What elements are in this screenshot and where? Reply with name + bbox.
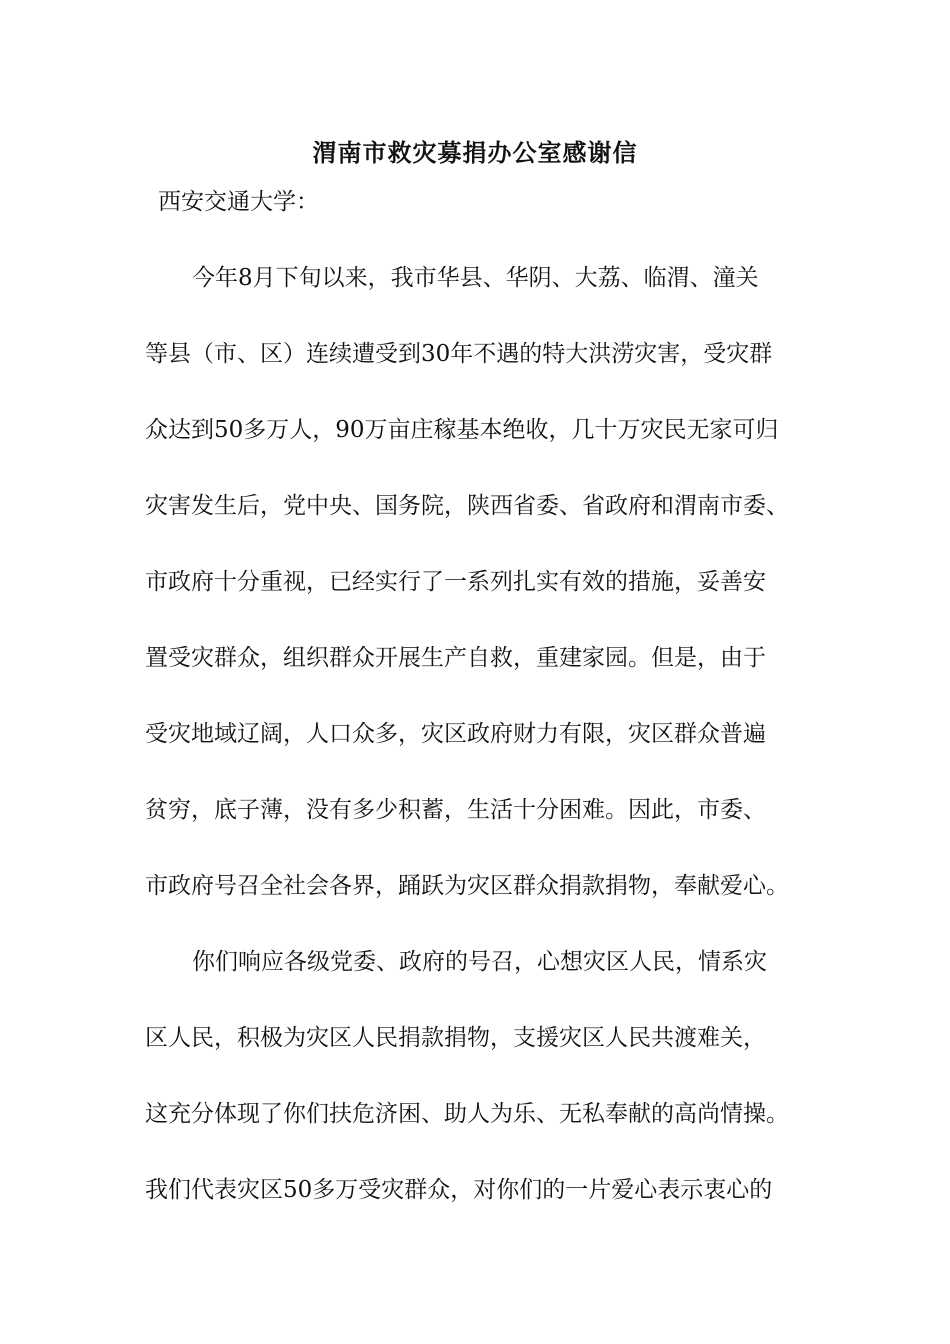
paragraph-line: 贫穷，底子薄，没有多少积蓄，生活十分困难。因此，市委、 bbox=[145, 797, 766, 823]
letter-salutation: 西安交通大学： bbox=[158, 189, 319, 215]
paragraph-line: 受灾地域辽阔，人口众多，灾区政府财力有限，灾区群众普遍 bbox=[145, 721, 766, 747]
paragraph-line: 置受灾群众，组织群众开展生产自救，重建家园。但是，由于 bbox=[145, 645, 766, 671]
paragraph-line: 你们响应各级党委、政府的号召，心想灾区人民，情系灾 bbox=[192, 949, 767, 975]
paragraph-line: 市政府十分重视，已经实行了一系列扎实有效的措施，妥善安 bbox=[145, 569, 766, 595]
paragraph-line: 众达到50多万人，90万亩庄稼基本绝收，几十万灾民无家可归 bbox=[145, 417, 779, 443]
paragraph-line: 这充分体现了你们扶危济困、助人为乐、无私奉献的高尚情操。 bbox=[145, 1101, 789, 1127]
paragraph-line: 市政府号召全社会各界，踊跃为灾区群众捐款捐物，奉献爱心。 bbox=[145, 873, 789, 899]
paragraph-line: 我们代表灾区50多万受灾群众，对你们的一片爱心表示衷心的 bbox=[145, 1177, 773, 1203]
paragraph-line: 区人民，积极为灾区人民捐款捐物，支援灾区人民共渡难关， bbox=[145, 1025, 766, 1051]
paragraph-line: 等县（市、区）连续遭受到30年不遇的特大洪涝灾害，受灾群 bbox=[145, 341, 773, 367]
letter-title: 渭南市救灾募捐办公室感谢信 bbox=[312, 138, 638, 167]
paragraph-line: 灾害发生后，党中央、国务院，陕西省委、省政府和渭南市委、 bbox=[145, 493, 789, 519]
paragraph-line: 今年8月下旬以来，我市华县、华阴、大荔、临渭、潼关 bbox=[192, 265, 759, 291]
